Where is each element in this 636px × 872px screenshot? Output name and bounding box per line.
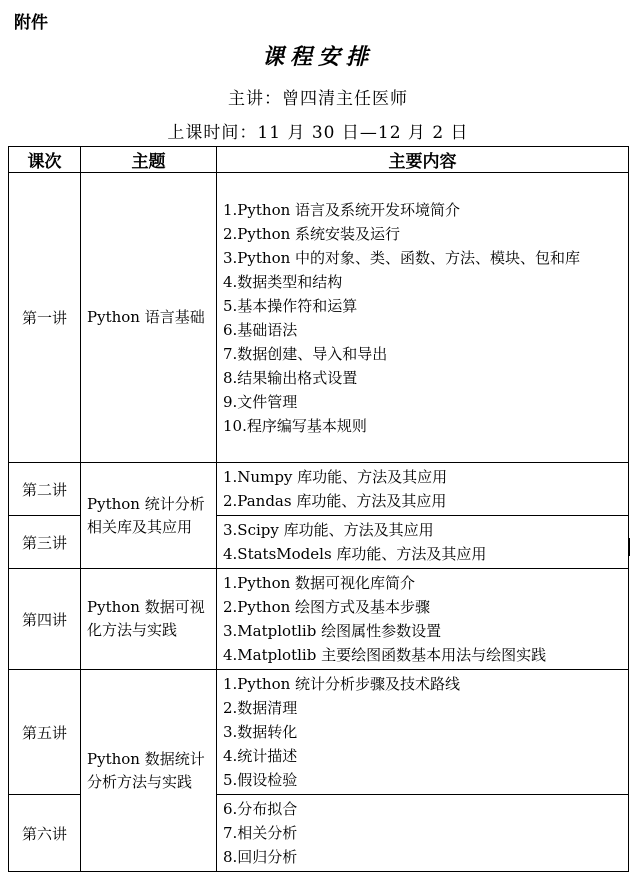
lesson-cell: 第五讲 bbox=[9, 670, 81, 795]
content-cell bbox=[217, 795, 629, 872]
document-title: 课程安排 bbox=[261, 44, 374, 70]
attachment-label: 附件 bbox=[14, 13, 48, 33]
table-row bbox=[9, 569, 629, 670]
content-item: 3.Python 中的对象、类、函数、方法、模块、包和库 bbox=[223, 248, 581, 267]
content-cell bbox=[217, 516, 629, 569]
content-item: 10.程序编写基本规则 bbox=[223, 416, 367, 435]
content-cell bbox=[217, 670, 629, 795]
topic-cell: Python 数据可视化方法与实践 bbox=[81, 569, 217, 670]
table-row bbox=[9, 463, 629, 516]
content-item: 8.回归分析 bbox=[223, 848, 298, 866]
lesson-cell: 第二讲 bbox=[9, 463, 81, 516]
header-lesson: 课次 bbox=[9, 147, 81, 173]
content-item: 7.相关分析 bbox=[223, 824, 298, 842]
lesson-cell: 第一讲 bbox=[9, 173, 81, 463]
content-item: 5.假设检验 bbox=[223, 771, 298, 789]
content-item: 3.Scipy 库功能、方法及其应用 bbox=[223, 521, 434, 539]
content-item: 8.结果输出格式设置 bbox=[223, 368, 358, 387]
topic-cell: Python 语言基础 bbox=[81, 173, 217, 463]
lesson-cell: 第六讲 bbox=[9, 795, 81, 872]
content-item: 3.数据转化 bbox=[223, 723, 298, 741]
text-cursor bbox=[628, 538, 630, 556]
table-row bbox=[9, 670, 629, 795]
content-item: 5.基本操作符和运算 bbox=[223, 296, 358, 315]
header-topic: 主题 bbox=[81, 147, 217, 173]
content-item: 1.Numpy 库功能、方法及其应用 bbox=[223, 468, 448, 486]
topic-cell: Python 数据统计分析方法与实践 bbox=[81, 670, 217, 872]
content-item: 1.Python 语言及系统开发环境简介 bbox=[223, 200, 461, 219]
content-item: 4.Matplotlib 主要绘图函数基本用法与绘图实践 bbox=[223, 646, 547, 664]
content-item: 2.Python 绘图方式及基本步骤 bbox=[223, 598, 431, 616]
content-item: 4.数据类型和结构 bbox=[223, 272, 343, 291]
content-item: 7.数据创建、导入和导出 bbox=[223, 344, 388, 363]
content-item: 9.文件管理 bbox=[223, 392, 298, 411]
content-item: 4.StatsModels 库功能、方法及其应用 bbox=[223, 545, 487, 563]
course-schedule-table bbox=[8, 146, 629, 872]
content-item: 2.Python 系统安装及运行 bbox=[223, 224, 401, 243]
content-item: 1.Python 数据可视化库简介 bbox=[223, 574, 416, 592]
lesson-cell: 第四讲 bbox=[9, 569, 81, 670]
lesson-cell: 第三讲 bbox=[9, 516, 81, 569]
header-content: 主要内容 bbox=[217, 147, 629, 173]
content-cell bbox=[217, 463, 629, 516]
table-row bbox=[9, 173, 629, 463]
topic-cell: Python 统计分析相关库及其应用 bbox=[81, 463, 217, 569]
content-item: 6.分布拟合 bbox=[223, 800, 298, 818]
schedule-time: 上课时间：11 月 30 日—12 月 2 日 bbox=[167, 123, 469, 143]
content-item: 2.Pandas 库功能、方法及其应用 bbox=[223, 492, 447, 510]
content-cell bbox=[217, 173, 629, 463]
lecturer-line: 主讲：曾四清主任医师 bbox=[228, 89, 408, 109]
content-item: 1.Python 统计分析步骤及技术路线 bbox=[223, 675, 461, 693]
content-item: 2.数据清理 bbox=[223, 699, 298, 717]
content-item: 3.Matplotlib 绘图属性参数设置 bbox=[223, 622, 442, 640]
content-cell bbox=[217, 569, 629, 670]
content-item: 6.基础语法 bbox=[223, 320, 298, 339]
content-item: 4.统计描述 bbox=[223, 747, 298, 765]
table-header-row bbox=[9, 147, 629, 173]
